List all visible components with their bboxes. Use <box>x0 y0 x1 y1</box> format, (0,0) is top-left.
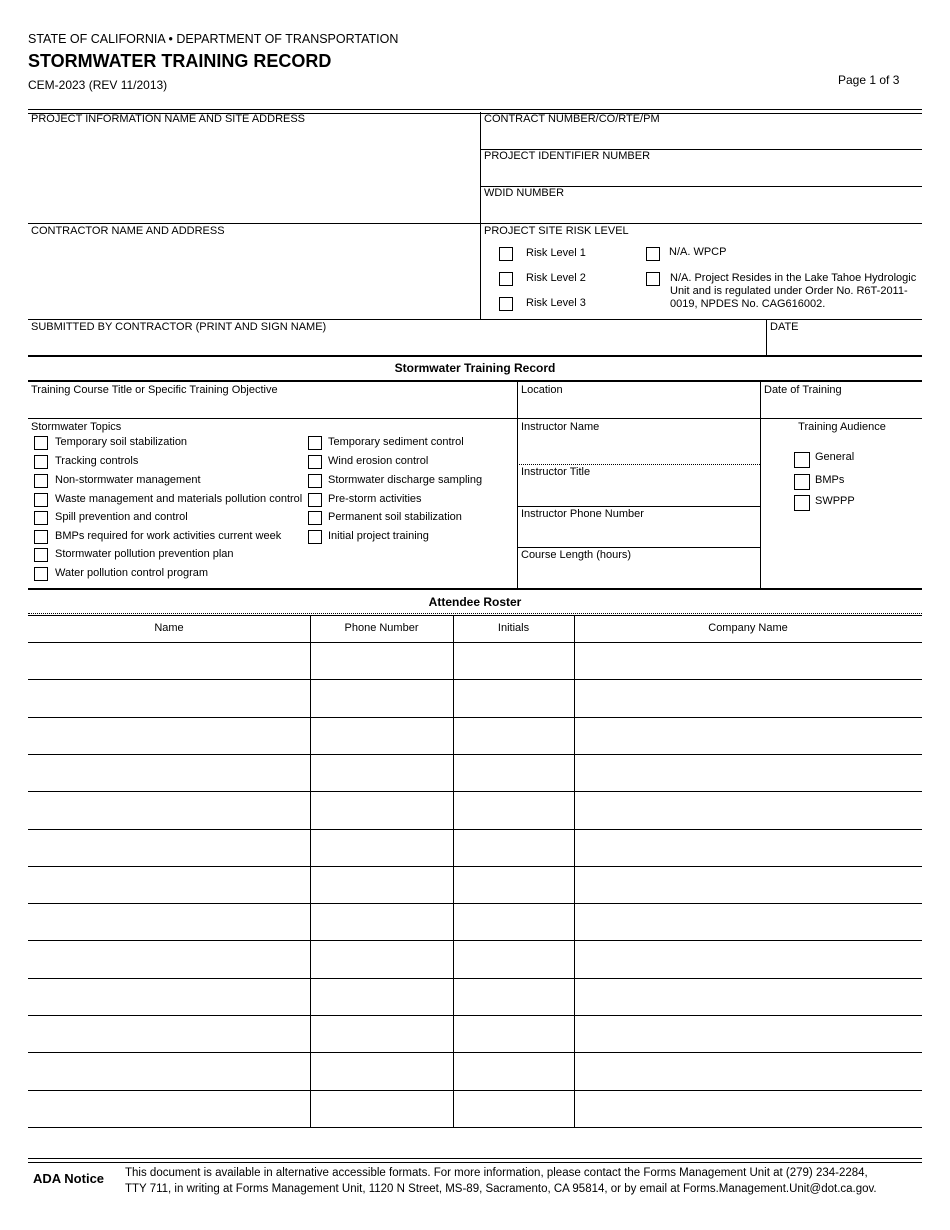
topic-label: Water pollution control program <box>55 567 209 579</box>
ada-notice-line2: TTY 711, in writing at Forms Management Unit, 1120 N Street, MS-89, Sacramento, CA 95814, or by email at Forms.Management.Unit@dot.ca.gov. <box>125 1183 877 1195</box>
topic-label: Wind erosion control <box>328 455 429 467</box>
risk-level-1-label: Risk Level 1 <box>526 247 586 259</box>
table-row[interactable] <box>28 718 922 753</box>
section-rule <box>28 355 922 357</box>
topic-checkbox[interactable] <box>308 493 322 507</box>
table-row[interactable] <box>28 643 922 678</box>
audience-general-checkbox[interactable] <box>794 452 810 468</box>
topic-checkbox[interactable] <box>34 474 48 488</box>
topic-checkbox[interactable] <box>34 530 48 544</box>
stormwater-topics-label: Stormwater Topics <box>31 421 122 433</box>
table-row[interactable] <box>28 1091 922 1126</box>
course-title-label: Training Course Title or Specific Training Objective <box>31 384 278 396</box>
topic-label: Non-stormwater management <box>55 474 201 486</box>
topic-label: Temporary sediment control <box>328 436 464 448</box>
topic-checkbox[interactable] <box>34 455 48 469</box>
table-row[interactable] <box>28 941 922 976</box>
na-tahoe-label-line1: N/A. Project Resides in the Lake Tahoe Hydrologic <box>670 272 917 284</box>
risk-level-2-label: Risk Level 2 <box>526 272 586 284</box>
topic-checkbox[interactable] <box>308 455 322 469</box>
topic-checkbox[interactable] <box>308 436 322 450</box>
risk-level-2-checkbox[interactable] <box>499 272 513 286</box>
audience-bmps-checkbox[interactable] <box>794 474 810 490</box>
form-number: CEM-2023 (REV 11/2013) <box>28 78 168 92</box>
footer-double-rule <box>28 1158 922 1163</box>
location-label: Location <box>521 384 563 396</box>
topic-checkbox[interactable] <box>34 548 48 562</box>
project-identifier-label: PROJECT IDENTIFIER NUMBER <box>484 150 651 162</box>
topic-checkbox[interactable] <box>34 493 48 507</box>
roster-col-initials: Initials <box>497 622 530 634</box>
project-info-label: PROJECT INFORMATION NAME AND SITE ADDRESS <box>31 113 306 125</box>
risk-level-3-label: Risk Level 3 <box>526 297 586 309</box>
training-audience-label: Training Audience <box>798 421 886 433</box>
na-wpcp-checkbox[interactable] <box>646 247 660 261</box>
topic-label: Tracking controls <box>55 455 139 467</box>
ada-notice-label: ADA Notice <box>33 1171 105 1186</box>
roster-col-name: Name <box>154 622 184 634</box>
roster-section-title: Attendee Roster <box>428 595 522 609</box>
date-label: DATE <box>770 321 799 333</box>
table-row[interactable] <box>28 867 922 902</box>
table-row[interactable] <box>28 830 922 865</box>
project-divider <box>480 112 481 320</box>
course-length-label: Course Length (hours) <box>521 549 632 561</box>
roster-col-phone: Phone Number <box>344 622 419 634</box>
instructor-phone-label: Instructor Phone Number <box>521 508 644 520</box>
roster-col-company: Company Name <box>708 622 788 634</box>
audience-swppp-label: SWPPP <box>815 495 855 507</box>
table-row[interactable] <box>28 979 922 1014</box>
topic-label: Initial project training <box>328 530 429 542</box>
na-tahoe-checkbox[interactable] <box>646 272 660 286</box>
topic-checkbox[interactable] <box>308 511 322 525</box>
date-of-training-label: Date of Training <box>764 384 842 396</box>
topic-checkbox[interactable] <box>308 530 322 544</box>
roster-row-line <box>28 1127 922 1128</box>
topic-label: Pre-storm activities <box>328 493 422 505</box>
topic-label: BMPs required for work activities current week <box>55 530 282 542</box>
contract-number-label: CONTRACT NUMBER/CO/RTE/PM <box>484 113 660 125</box>
risk-level-1-checkbox[interactable] <box>499 247 513 261</box>
topic-label: Stormwater discharge sampling <box>328 474 483 486</box>
contractor-name-label: CONTRACTOR NAME AND ADDRESS <box>31 225 225 237</box>
na-wpcp-label: N/A. WPCP <box>669 246 727 258</box>
ada-notice-line1: This document is available in alternative accessible formats. For more information, please contact the Forms Management Unit at (279) 234-2284, <box>125 1167 868 1179</box>
agency-name: STATE OF CALIFORNIA • DEPARTMENT OF TRANSPORTATION <box>28 32 399 46</box>
table-row[interactable] <box>28 680 922 715</box>
page-number: Page 1 of 3 <box>838 73 900 87</box>
topic-checkbox[interactable] <box>34 567 48 581</box>
table-row[interactable] <box>28 755 922 790</box>
instructor-name-label: Instructor Name <box>521 421 600 433</box>
training-section-title: Stormwater Training Record <box>394 361 556 375</box>
audience-general-label: General <box>815 451 855 463</box>
topic-label: Permanent soil stabilization <box>328 511 462 523</box>
topic-checkbox[interactable] <box>308 474 322 488</box>
table-row[interactable] <box>28 904 922 939</box>
topic-label: Waste management and materials pollution control <box>55 493 303 505</box>
risk-level-label: PROJECT SITE RISK LEVEL <box>484 225 629 237</box>
table-row[interactable] <box>28 1053 922 1088</box>
instructor-title-label: Instructor Title <box>521 466 591 478</box>
topic-label: Temporary soil stabilization <box>55 436 188 448</box>
topic-checkbox[interactable] <box>34 436 48 450</box>
form-title: STORMWATER TRAINING RECORD <box>28 51 332 71</box>
audience-bmps-label: BMPs <box>815 474 845 486</box>
na-tahoe-label-line2: Unit and is regulated under Order No. R6T-2011- <box>670 285 908 297</box>
topic-label: Stormwater pollution prevention plan <box>55 548 234 560</box>
table-row[interactable] <box>28 1016 922 1051</box>
table-row[interactable] <box>28 792 922 827</box>
submitted-by-label: SUBMITTED BY CONTRACTOR (PRINT AND SIGN NAME) <box>31 321 327 333</box>
wdid-number-label: WDID NUMBER <box>484 187 565 199</box>
topic-label: Spill prevention and control <box>55 511 188 523</box>
audience-swppp-checkbox[interactable] <box>794 495 810 511</box>
na-tahoe-label-line3: 0019, NPDES No. CAG616002. <box>670 298 826 310</box>
topic-checkbox[interactable] <box>34 511 48 525</box>
risk-level-3-checkbox[interactable] <box>499 297 513 311</box>
